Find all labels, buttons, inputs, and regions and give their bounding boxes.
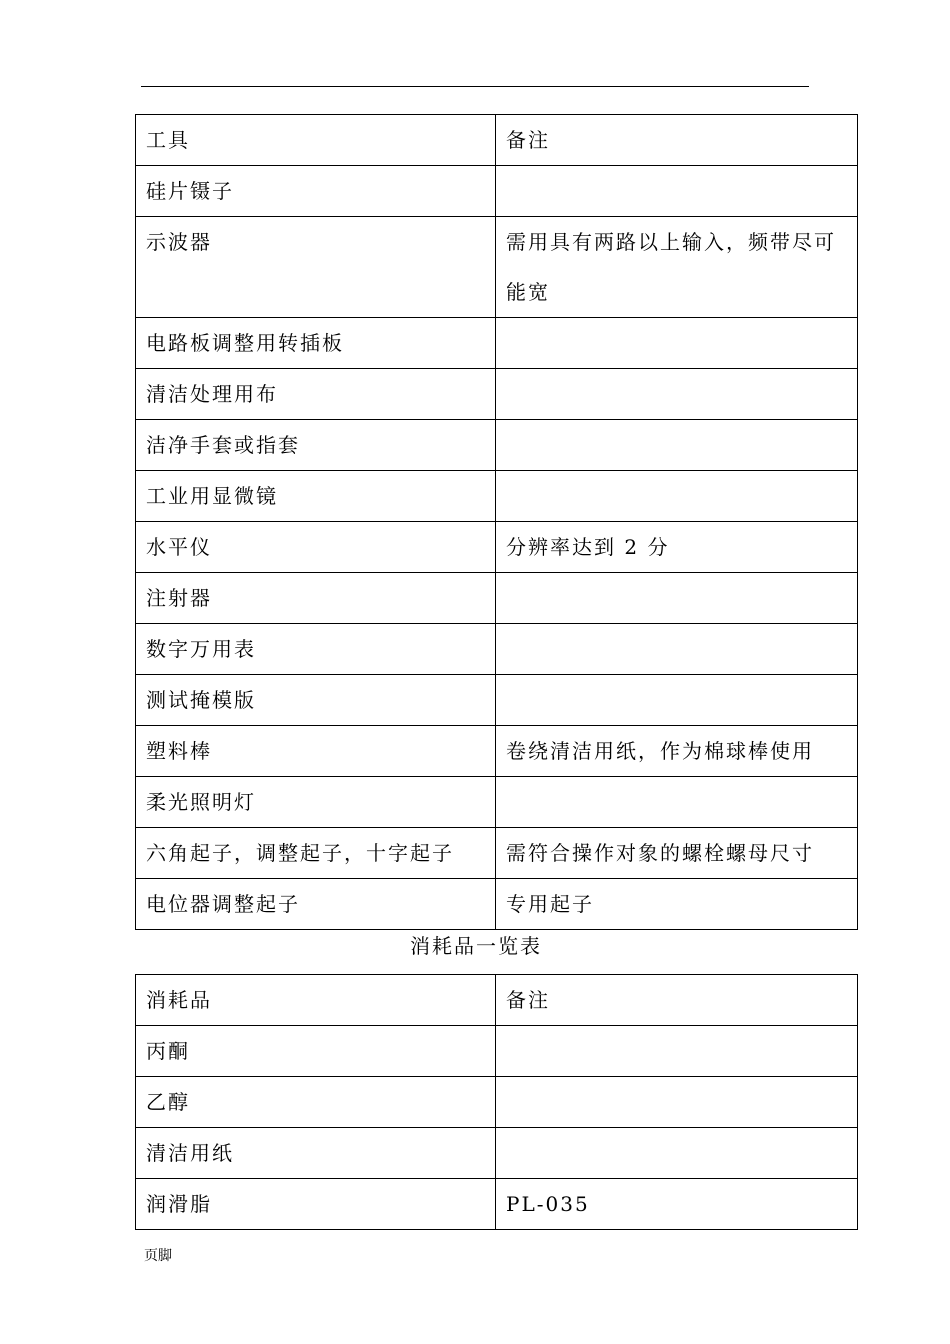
tool-name-cell: 注射器 [136,573,496,624]
table-row [136,420,858,471]
table-header-row [136,115,858,166]
consumables-table [135,974,858,1230]
table-row [136,217,858,318]
tool-name-cell: 数字万用表 [136,624,496,675]
table-row [136,573,858,624]
table-row [136,828,858,879]
consumables-caption: 消耗品一览表 [410,934,542,958]
tool-name-cell: 洁净手套或指套 [136,420,496,471]
tool-note-cell: 卷绕清洁用纸，作为棉球棒使用 [496,726,858,777]
header-cell-tool: 工具 [136,115,496,166]
tool-note-cell [496,777,858,828]
table-row [136,879,858,930]
consumable-name-cell: 清洁用纸 [136,1128,496,1179]
page-footer: 页脚 [144,1248,172,1264]
tool-name-cell: 硅片镊子 [136,166,496,217]
tool-name-cell: 工业用显微镜 [136,471,496,522]
consumable-name-cell: 润滑脂 [136,1179,496,1230]
tools-table [135,114,858,930]
tool-name-cell: 测试掩模版 [136,675,496,726]
table-row [136,624,858,675]
tool-note-cell: 分辨率达到 2 分 [496,522,858,573]
table-header-row [136,975,858,1026]
tool-note-cell: 需符合操作对象的螺栓螺母尺寸 [496,828,858,879]
consumable-note-cell: PL-035 [496,1179,858,1230]
consumable-note-cell [496,1128,858,1179]
tool-name-cell: 六角起子，调整起子，十字起子 [136,828,496,879]
table-row [136,369,858,420]
table-row [136,471,858,522]
table-row [136,675,858,726]
table-row [136,777,858,828]
tool-note-cell [496,166,858,217]
table-row [136,1077,858,1128]
tool-name-cell: 清洁处理用布 [136,369,496,420]
table-row [136,1026,858,1077]
tool-note-cell [496,318,858,369]
tool-name-cell: 电路板调整用转插板 [136,318,496,369]
header-cell-note: 备注 [496,975,858,1026]
tool-note-cell: 需用具有两路以上输入，频带尽可能宽 [496,217,858,318]
tool-name-cell: 水平仪 [136,522,496,573]
table-row [136,1128,858,1179]
tool-note-cell [496,420,858,471]
tool-name-cell: 塑料棒 [136,726,496,777]
tool-note-cell [496,624,858,675]
table-row [136,726,858,777]
consumable-note-cell [496,1077,858,1128]
tool-note-cell [496,471,858,522]
table-row [136,522,858,573]
table-row [136,318,858,369]
consumable-name-cell: 丙酮 [136,1026,496,1077]
table-row [136,166,858,217]
header-cell-note: 备注 [496,115,858,166]
header-rule [141,86,809,87]
header-cell-consumable: 消耗品 [136,975,496,1026]
tool-note-cell [496,369,858,420]
tool-name-cell: 电位器调整起子 [136,879,496,930]
tool-note-cell [496,573,858,624]
consumable-name-cell: 乙醇 [136,1077,496,1128]
table-row [136,1179,858,1230]
tool-name-cell: 柔光照明灯 [136,777,496,828]
tool-note-cell [496,675,858,726]
consumable-note-cell [496,1026,858,1077]
tool-name-cell: 示波器 [136,217,496,318]
tool-note-cell: 专用起子 [496,879,858,930]
